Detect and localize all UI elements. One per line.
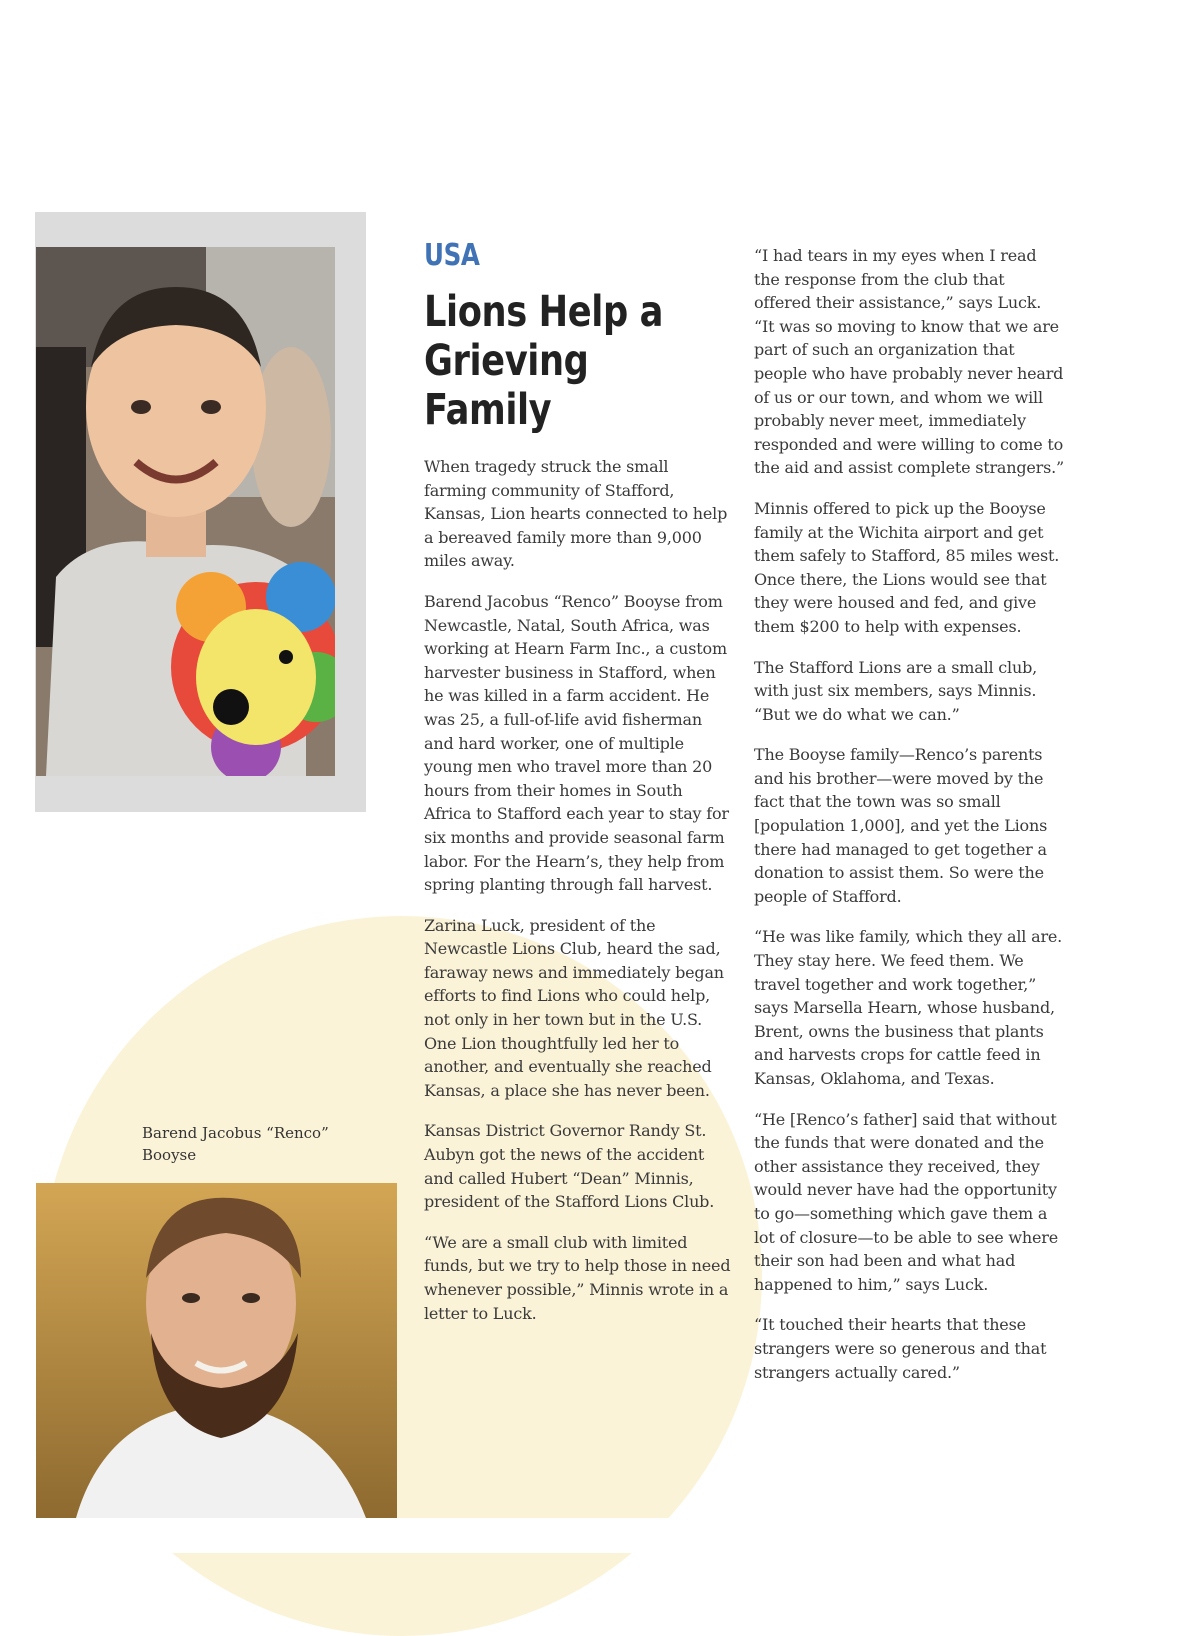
renco-booyse-photo <box>36 1183 397 1518</box>
boy-with-lion-toy-photo <box>36 247 335 776</box>
paragraph: “It touched their hearts that these strangers were so generous and that strangers actually cared.” <box>754 1315 1047 1382</box>
paragraph: Zarina Luck, president of the Newcastle Lions Club, heard the sad, faraway news and immediately began efforts to find Lions who could help, not only in her town but in the U.S. One Lion thoughtfully led her to another, and eventually she reached Kansas, a place she has never been. <box>424 915 724 1100</box>
photo-caption: Barend Jacobus “Renco” Booyse <box>142 1124 329 1164</box>
paragraph: The Stafford Lions are a small club, with just six members, says Minnis. “But we do what we can.” <box>754 657 1038 724</box>
paragraph: “He [Renco’s father] said that without the funds that were donated and the other assistance they received, they would never have had the opportunity to go—something which gave them a lot of closure—to be able to see where their son had been and what had happened to him,” says Luck. <box>754 1109 1059 1294</box>
paragraph: Minnis offered to pick up the Booyse family at the Wichita airport and get them safely to Stafford, 85 miles west. Once there, the Lions would see that they were housed and fed, and give them $200 to help with expenses. <box>754 498 1060 636</box>
paragraph: When tragedy struck the small farming community of Stafford, Kansas, Lion hearts connected to help a bereaved family more than 9,000 miles away. <box>424 457 728 571</box>
text-column-1 <box>424 455 734 1342</box>
page-bottom-margin <box>0 1518 1200 1553</box>
paragraph: Barend Jacobus “Renco” Booyse from Newcastle, Natal, South Africa, was working at Hearn Farm Inc., a custom harvester business in Stafford, when he was killed in a farm accident. He was 25, a full-of-life avid fisherman and hard worker, one of multiple young men who travel more than 20 hours from their homes in South Africa to Stafford each year to stay for six months and provide seasonal farm labor. For the Hearn’s, they help from spring planting through fall harvest. <box>424 591 729 895</box>
paragraph: Kansas District Governor Randy St. Aubyn got the news of the accident and called Hubert “Dean” Minnis, president of the Stafford Lions Club. <box>424 1121 715 1212</box>
article-headline: Lions Help a Grieving Family <box>424 287 664 435</box>
paragraph: The Booyse family—Renco’s parents and his brother—were moved by the fact that the town was so small [population 1,000], and yet the Lions there had managed to get together a donation to assist them. So were the people of Stafford. <box>754 745 1048 906</box>
section-kicker: USA <box>424 238 480 273</box>
paragraph: “I had tears in my eyes when I read the response from the club that offered their assistance,” says Luck. “It was so moving to know that we are part of such an organization that people who have probably never heard of us or our town, and whom we will probably never meet, immediately responded and were willing to come to the aid and assist complete strangers.” <box>754 246 1064 478</box>
text-column-2 <box>754 244 1064 1401</box>
paragraph: “We are a small club with limited funds, but we try to help those in need whenever possible,” Minnis wrote in a letter to Luck. <box>424 1232 731 1323</box>
paragraph: “He was like family, which they all are. They stay here. We feed them. We travel together and work together,” says Marsella Hearn, whose husband, Brent, owns the business that plants and harvests crops for cattle feed in Kansas, Oklahoma, and Texas. <box>754 927 1063 1088</box>
